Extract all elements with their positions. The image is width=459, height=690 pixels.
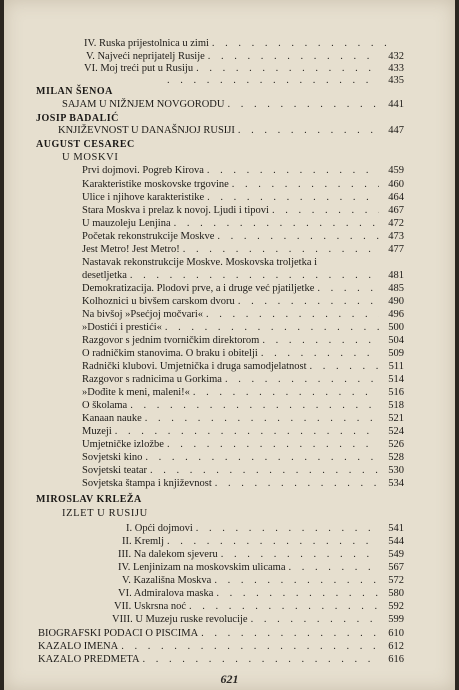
toc-entry <box>82 205 404 218</box>
toc-entry-title: Sovjetski teatar <box>82 465 148 476</box>
toc-leader-dots <box>196 523 379 534</box>
toc-leader-dots <box>150 465 379 476</box>
toc-entry-page: 432 <box>388 51 404 62</box>
toc-entry-page: 441 <box>388 99 404 110</box>
toc-entry-page: 433 <box>388 63 404 74</box>
toc-entry-page: 534 <box>388 478 404 489</box>
toc-entry-title: Kanaan nauke <box>82 413 142 424</box>
toc-leader-dots <box>216 588 379 599</box>
toc-leader-dots <box>167 536 379 547</box>
toc-entry-title: Sovjetski kino <box>82 452 143 463</box>
toc-leader-dots <box>261 348 379 359</box>
toc-entry <box>82 439 404 452</box>
toc-entry <box>82 387 404 400</box>
toc-leader-dots <box>207 165 379 176</box>
toc-entry-title: I. Opći dojmovi <box>126 523 193 534</box>
toc-entry-title: »Dođite k meni, maleni!« <box>82 387 190 398</box>
toc-entry-title: Stara Moskva i prelaz k novoj. Ljudi i tipovi <box>82 205 269 216</box>
toc-leader-dots <box>225 374 379 385</box>
toc-entry-page: 567 <box>388 562 404 573</box>
toc-entry-page: 473 <box>388 231 404 242</box>
toc-leader-dots <box>130 400 379 411</box>
toc-entry-page: 616 <box>388 654 404 665</box>
toc-entry-title: U mauzoleju Lenjina <box>82 218 171 229</box>
toc-leader-dots <box>214 575 379 586</box>
toc-entry <box>38 641 404 654</box>
toc-entry-page: 485 <box>388 283 404 294</box>
toc-entry-page: 592 <box>388 601 404 612</box>
toc-entry-page: 612 <box>388 641 404 652</box>
toc-entry <box>82 309 404 322</box>
toc-leader-dots <box>196 63 379 74</box>
toc-entry-page: 511 <box>388 361 404 372</box>
toc-entry-page: 526 <box>388 439 404 450</box>
toc-entry <box>82 413 404 426</box>
toc-entry-title: Demokratizacija. Plodovi prve, a i druge već pjatiljetke <box>82 283 315 294</box>
toc-entry-page: 599 <box>388 614 404 625</box>
toc-entry-title: Muzeji <box>82 426 112 437</box>
toc-leader-dots <box>212 38 389 49</box>
toc-leader-dots <box>130 270 379 281</box>
toc-leader-dots <box>251 614 379 625</box>
toc-entry-title: KAZALO PREDMETA <box>38 654 140 665</box>
author-heading: MILAN ŠENOA <box>36 86 113 97</box>
page-number: 621 <box>220 672 239 686</box>
toc-entry-title: VI. Admiralova maska <box>118 588 214 599</box>
toc-entry <box>58 125 404 138</box>
toc-entry <box>82 478 404 491</box>
toc-entry-title: VII. Uskrsna noć <box>114 601 187 612</box>
toc-entry-page: 435 <box>388 75 404 86</box>
toc-entry <box>38 628 404 641</box>
toc-entry-title: SAJAM U NIŽNJEM NOVGORODU <box>62 99 225 110</box>
toc-leader-dots <box>121 641 379 652</box>
toc-entry <box>82 296 404 309</box>
toc-entry-title: V. Kazališna Moskva <box>122 575 212 586</box>
toc-entry <box>82 374 404 387</box>
toc-leader-dots <box>165 322 379 333</box>
toc-entry-page: 524 <box>388 426 404 437</box>
toc-leader-dots <box>262 335 379 346</box>
toc-entry-title: O radničkim stanovima. O braku i obitelji <box>82 348 258 359</box>
toc-entry-page: 500 <box>388 322 404 333</box>
toc-entry-title: Razgovor s jednim tvorničkim direktorom <box>82 335 260 346</box>
toc-leader-dots <box>288 562 379 573</box>
toc-entry <box>82 179 404 192</box>
toc-entry <box>62 99 404 112</box>
toc-entry-page: 544 <box>388 536 404 547</box>
toc-entry-title: Jest Metro! Jest Metro! <box>82 244 180 255</box>
toc-entry-page: 541 <box>388 523 404 534</box>
toc-entry <box>114 601 404 614</box>
toc-leader-dots <box>227 99 379 110</box>
toc-entry-page: 464 <box>388 192 404 203</box>
author-heading: AUGUST CESAREC <box>36 139 135 150</box>
author-heading: MIROSLAV KRLEŽA <box>36 494 142 505</box>
toc-entry-page: 514 <box>388 374 404 385</box>
work-title: U MOSKVI <box>62 152 119 163</box>
toc-entry <box>82 192 404 205</box>
toc-entry <box>82 361 404 374</box>
toc-entry-page: 521 <box>388 413 404 424</box>
toc-entry-title: Radnički klubovi. Umjetnička i druga samodjelatnost <box>82 361 307 372</box>
toc-leader-dots <box>115 426 379 437</box>
toc-leader-dots <box>145 452 379 463</box>
toc-entry <box>118 562 404 575</box>
toc-entry-page: 530 <box>388 465 404 476</box>
toc-entry <box>82 400 404 413</box>
toc-leader-dots <box>317 283 379 294</box>
toc-entry-title: KNJIŽEVNOST U DANAŠNJOJ RUSIJI <box>58 125 235 136</box>
toc-entry-page: 472 <box>388 218 404 229</box>
toc-entry-title: Početak rekonstrukcije Moskve <box>82 231 215 242</box>
toc-entry-page: 610 <box>388 628 404 639</box>
toc-entry <box>122 575 404 588</box>
author-heading: JOSIP BADALIĆ <box>36 113 119 124</box>
toc-entry <box>82 244 404 257</box>
toc-entry-title: Na bivšoj »Psećjoj močvari« <box>82 309 204 320</box>
toc-entry <box>118 588 404 601</box>
toc-entry-page: 467 <box>388 205 404 216</box>
toc-leader-dots <box>145 413 379 424</box>
toc-entry-title: desetljetka <box>82 270 127 281</box>
toc-leader-dots <box>238 296 379 307</box>
toc-entry-page: 518 <box>388 400 404 411</box>
toc-entry-page: 477 <box>388 244 404 255</box>
toc-entry-page: 460 <box>388 179 404 190</box>
toc-entry-page: 459 <box>388 165 404 176</box>
toc-entry <box>82 283 404 296</box>
toc-entry <box>82 257 404 270</box>
toc-entry-title: O školama <box>82 400 128 411</box>
toc-entry <box>164 75 404 88</box>
toc-entry-title: V. Najveći neprijatelj Rusije <box>86 51 205 62</box>
toc-entry-title: Nastavak rekonstrukcije Moskve. Moskovska troljetka i <box>82 257 318 268</box>
toc-entry <box>82 218 404 231</box>
toc-leader-dots <box>238 125 379 136</box>
toc-entry <box>82 465 404 478</box>
toc-entry-title: III. Na dalekom sjeveru <box>118 549 218 560</box>
toc-leader-dots <box>272 205 379 216</box>
toc-leader-dots <box>143 654 379 665</box>
toc-entry-title: Kolhoznici u bivšem carskom dvoru <box>82 296 235 307</box>
toc-entry <box>82 165 404 178</box>
toc-entry-title: »Dostići i prestići« <box>82 322 162 333</box>
toc-leader-dots <box>174 218 379 229</box>
toc-entry-page: 528 <box>388 452 404 463</box>
toc-entry <box>82 231 404 244</box>
toc-entry-page: 572 <box>388 575 404 586</box>
toc-leader-dots <box>208 51 379 62</box>
toc-entry-title: VIII. U Muzeju ruske revolucije <box>112 614 248 625</box>
toc-entry-title: Karakteristike moskovske trgovine <box>82 179 229 190</box>
toc-leader-dots <box>215 478 379 489</box>
toc-entry-title: Sovjetska štampa i književnost <box>82 478 212 489</box>
toc-entry-title: Razgovor s radnicima u Gorkima <box>82 374 222 385</box>
toc-entry-title: Umjetničke izložbe <box>82 439 164 450</box>
toc-entry-page: 496 <box>388 309 404 320</box>
toc-entry-page: 509 <box>388 348 404 359</box>
toc-entry <box>82 322 404 335</box>
toc-leader-dots <box>167 75 379 86</box>
toc-entry-page: 490 <box>388 296 404 307</box>
toc-entry-title: VI. Moj treći put u Rusiju <box>84 63 194 74</box>
toc-entry <box>82 426 404 439</box>
toc-entry <box>112 614 404 627</box>
toc-entry <box>82 335 404 348</box>
toc-entry-title: Ulice i njihove karakteristike <box>82 192 205 203</box>
toc-entry-page: 447 <box>388 125 404 136</box>
toc-leader-dots <box>201 628 379 639</box>
toc-entry-title: Prvi dojmovi. Pogreb Kirova <box>82 165 204 176</box>
toc-leader-dots <box>217 231 379 242</box>
toc-leader-dots <box>183 244 379 255</box>
toc-entry <box>84 38 414 51</box>
toc-entry-page: 504 <box>388 335 404 346</box>
toc-entry-page: 549 <box>388 549 404 560</box>
toc-leader-dots <box>189 601 379 612</box>
toc-entry <box>38 654 404 667</box>
work-title: IZLET U RUSIJU <box>62 508 148 519</box>
toc-leader-dots <box>221 549 379 560</box>
toc-leader-dots <box>207 192 379 203</box>
toc-entry <box>122 536 404 549</box>
toc-entry-page: 481 <box>388 270 404 281</box>
toc-leader-dots <box>232 179 379 190</box>
toc-entry <box>82 348 404 361</box>
toc-entry-page: 516 <box>388 387 404 398</box>
toc-entry <box>126 523 404 536</box>
toc-leader-dots <box>206 309 379 320</box>
toc-leader-dots <box>167 439 379 450</box>
toc-entry-title: IV. Lenjinizam na moskovskim ulicama <box>118 562 286 573</box>
toc-entry <box>118 549 404 562</box>
toc-entry <box>82 452 404 465</box>
toc-entry-title: II. Kremlj <box>122 536 164 547</box>
toc-leader-dots <box>310 361 379 372</box>
toc-entry-page: 580 <box>388 588 404 599</box>
toc-entry-title: KAZALO IMENA <box>38 641 119 652</box>
toc-entry <box>82 270 404 283</box>
book-page <box>4 0 455 690</box>
toc-entry-title: BIOGRAFSKI PODACI O PISCIMA <box>38 628 199 639</box>
toc-entry-title: IV. Ruska prijestolnica u zimi <box>84 38 209 49</box>
toc-leader-dots <box>193 387 379 398</box>
